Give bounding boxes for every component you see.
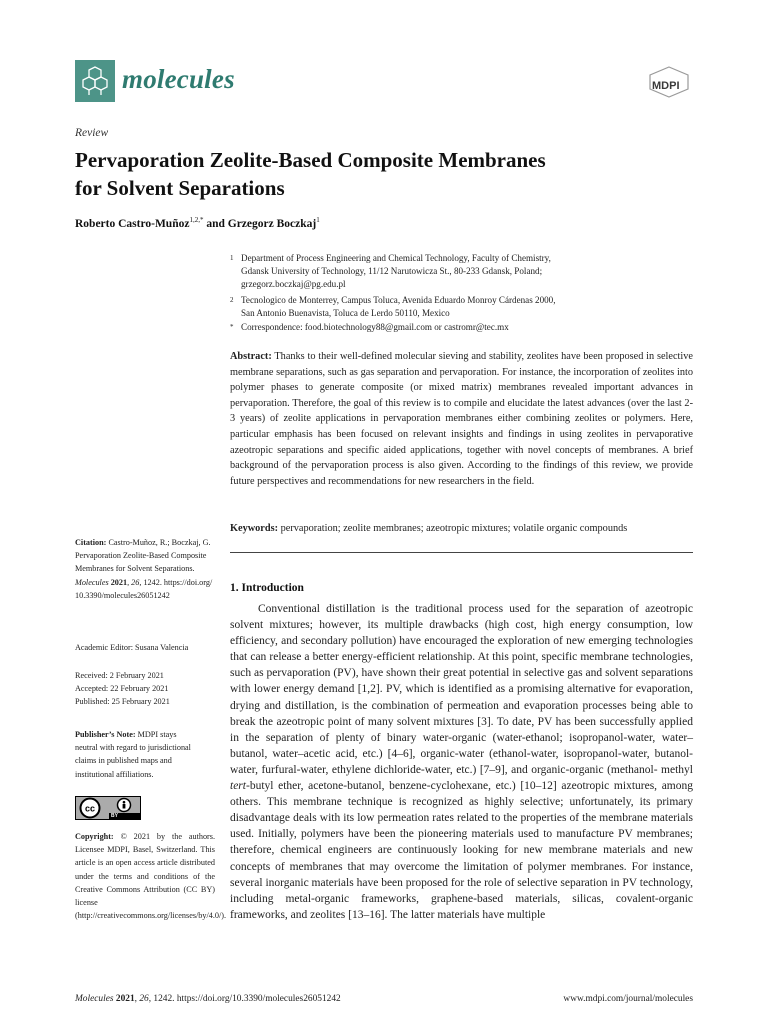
footer-doi-link[interactable]: , 1242. https://doi.org/10.3390/molecules26051242 [148, 994, 341, 1004]
publisher-note [75, 728, 200, 781]
affiliation-marker: 1 [230, 254, 234, 262]
citation-journal: Molecules [75, 577, 109, 587]
affiliation-email-link[interactable]: grzegorz.boczkaj@pg.edu.pl [241, 279, 346, 290]
published-date: Published: 25 February 2021 [75, 697, 170, 707]
author-1[interactable]: Roberto Castro-Muñoz [75, 217, 190, 230]
svg-text:cc: cc [84, 803, 96, 814]
abstract-text: Thanks to their well-defined molecular sieving and stability, zeolites have been proposed in selective membrane separations, such as gas separation and pervaporation. For instance, the incorporation of zeolites into polymer phases to generate composite (or mixed matrix) membranes revealed important advances in pervaporation. Therefore, the goal of this review is to compile and elucidate the latest advances (over the last 2-3 years) of zeolite applications in pervaporation membranes either combining zeolites or polymers. Here, particular emphasis has been focused on relevant insights and findings in using zeolites in pervaporative azeotropic separations and specific aided applications, together with novel concepts of membranes. A brief background of the pervaporation process is also given. According to the findings of this review, we provide future perspectives and recommendations for new researchers in the field. [230, 351, 694, 487]
keywords [230, 521, 693, 537]
citation-volume: 26 [131, 577, 140, 587]
affiliation-marker: 2 [230, 296, 234, 304]
correspondence-line[interactable]: Correspondence: food.biotechnology88@gmail.com or castromr@tec.mx [241, 322, 509, 332]
footer-volume: 26 [139, 994, 149, 1004]
article-title [75, 146, 635, 202]
journal-name: molecules [122, 64, 235, 94]
citation-text: Castro-Muñoz, R.; Boczkaj, G. Pervaporation Zeolite-Based Composite Membranes for Solvent Separations. [75, 538, 211, 574]
author-list [75, 216, 320, 230]
intro-text-rest: -butyl ether, acetone-butanol, benzene-cyclohexane, etc.) [10–12] azeotropic mixtures, among others. This membrane technique is recognized as highly selective; unfortunately, its primary disadvantage deals with its low permeation rates related to the properties of the membrane materials used. Initially, polymers have been the pioneering materials used to manufacture PV membranes; therefore, chemical engineers are continuously looking for new membrane materials and new concepts of membranes that may overcome the limitation of polymer membranes. For instance, several inorganic materials have been proposed for the role of selective separation in PV technology, including metal-organic frameworks, graphene-based materials, silicas, covalent-organic frameworks, and zeolites [13–16]. The latter materials have multiple [230, 780, 693, 921]
keywords-text: pervaporation; zeolite membranes; azeotropic mixtures; volatile organic compounds [280, 523, 628, 534]
footer-year: 2021 [115, 994, 135, 1004]
author-1-marks: 1,2,* [189, 216, 204, 224]
footer-journal: Molecules [75, 994, 114, 1004]
article-type: Review [75, 127, 109, 139]
publisher-note-label: Publisher’s Note: [75, 730, 136, 739]
citation-block: Citation: Castro-Muñoz, R.; Boczkaj, G. Pervaporation Zeolite-Based Composite Membranes for Solvent Separations. Molecules 2021, 26, 1242. https://doi.org/10.3390/molecules26051242 [75, 538, 213, 600]
intro-italic: tert [230, 780, 246, 793]
copyright-label: Copyright: [75, 832, 114, 841]
copyright-block [75, 830, 227, 922]
publisher-note-text: MDPI stays neutral with regard to jurisdictional claims in published maps and institutional affiliations. [75, 730, 191, 779]
journal-logo-icon [75, 60, 115, 102]
citation-year: 2021 [110, 577, 128, 587]
publication-dates [75, 669, 215, 709]
introduction-paragraph [230, 601, 693, 923]
correspondence [230, 321, 690, 335]
affiliation-2 [230, 294, 690, 322]
citation-doi-link[interactable]: , 1242. https://doi.org/10.3390/molecules26051242 [75, 577, 213, 600]
title-line-2: for Solvent Separations [75, 176, 285, 200]
footer-citation: Molecules 2021, 26, 1242. https://doi.org/10.3390/molecules26051242 [75, 994, 341, 1004]
author-2-marks: 1 [316, 216, 320, 224]
citation-label: Citation: [75, 538, 107, 547]
affiliation-1 [230, 252, 690, 294]
academic-editor: Academic Editor: Susana Valencia [75, 643, 189, 652]
section-heading-introduction: 1. Introduction [230, 582, 304, 594]
abstract [230, 349, 693, 489]
affiliation-line: San Antonio Buenavista, Toluca de Lerdo 50110, Mexico [241, 308, 450, 319]
affiliation-marker: * [230, 323, 234, 331]
author-2[interactable]: and Grzegorz Boczkaj [203, 217, 317, 230]
abstract-label: Abstract: [230, 351, 272, 362]
keywords-label: Keywords: [230, 523, 279, 534]
received-date: Received: 2 February 2021 [75, 671, 164, 680]
cc-by-label: BY [111, 813, 118, 819]
affiliation-line: Department of Process Engineering and Chemical Technology, Faculty of Chemistry, [241, 253, 551, 263]
mdpi-logo-text: MDPI [652, 80, 680, 92]
copyright-text: © 2021 by the authors. Licensee MDPI, Basel, Switzerland. This article is an open access article distributed under the terms and conditions of the Creative Commons Attribution (CC BY) license (http://creativecommons.org/licenses/by/4.0/). [75, 832, 227, 921]
affiliation-line: Tecnologico de Monterrey, Campus Toluca, Avenida Eduardo Monroy Cárdenas 2000, [241, 295, 556, 305]
title-line-1: Pervaporation Zeolite-Based Composite Membranes [75, 148, 546, 172]
footer-journal-url[interactable]: www.mdpi.com/journal/molecules [563, 994, 693, 1004]
intro-text: Conventional distillation is the traditional process used for the separation of azeotropic solvent mixtures; however, its multiple drawbacks (high cost, high energy consumption, low efficiency, and secondary pollution) have encouraged the exploration of new emerging technologies that can release a better energy-efficient relationship. At this point, specific membrane technologies, such as pervaporation (PV), have shown their great potential in selective gas and solvent separations with lower energy demand [1,2]. PV, which is identified as a promising alternative for evaporation, drying and distillation, is the combination of permeation and evaporation processes being able to break the azeotropic point of many solvent mixtures [3]. To date, PV has been successfully applied in the separation of plenty of binary water-organic (water-ethanol; isopropanol-water, water–butanol, water–acetic acid, etc.) [4–6], organic-water (ethanol-water, isopropanol-water, butanol-water, furfural-water, ethylene dichloride-water, etc.) [7–9], and organic-organic (methanol- methyl [230, 603, 693, 776]
affiliation-line: Gdansk University of Technology, 11/12 Narutowicza St., 80-233 Gdansk, Poland; [241, 266, 543, 277]
cc-by-license-icon[interactable] [75, 796, 141, 820]
accepted-date: Accepted: 22 February 2021 [75, 684, 169, 694]
section-divider [230, 552, 693, 553]
